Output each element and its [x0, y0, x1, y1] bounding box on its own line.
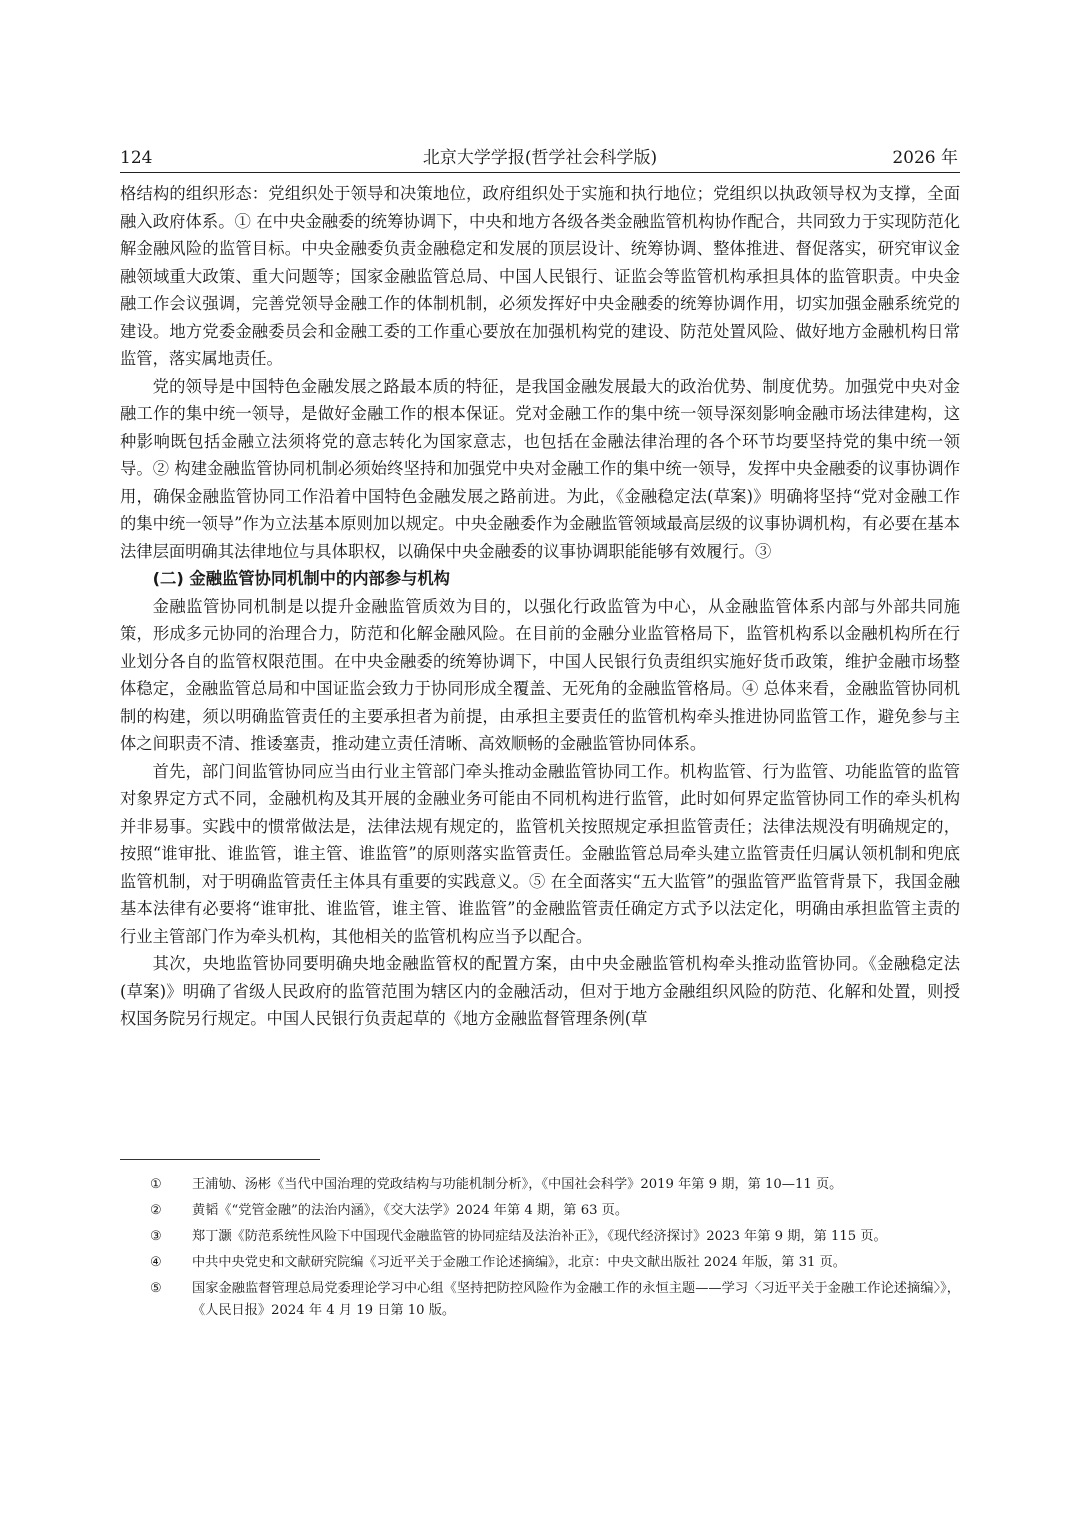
- paragraph: 党的领导是中国特色金融发展之路最本质的特征，是我国金融发展最大的政治优势、制度优势。加强党中央对金融工作的集中统一领导，是做好金融工作的根本保证。党对金融工作的集中统一领导深刻影响金融市场法律建构，这种影响既包括金融立法须将党的意志转化为国家意志，也包括在金融法律治理的各个环节均要坚持党的集中统一领导。② 构建金融监管协同机制必须始终坚持和加强党中央对金融工作的集中统一领导，发挥中央金融委的议事协调作用，确保金融监管协同工作沿着中国特色金融发展之路前进。为此，《金融稳定法(草案)》明确将坚持“党对金融工作的集中统一领导”作为立法基本原则加以规定。中央金融委作为金融监管领域最高层级的议事协调机构，有必要在基本法律层面明确其法律地位与具体职权，以确保中央金融委的议事协调职能能够有效履行。③: [120, 376, 960, 561]
- footnote-mark: ⑤: [150, 1281, 162, 1296]
- footnote-mark: ④: [150, 1255, 162, 1270]
- footnote-text: 国家金融监督管理总局党委理论学习中心组《坚持把防控风险作为金融工作的永恒主题——学习〈习近平关于金融工作论述摘编〉》，《人民日报》2024 年 4 月 19 日第 10 版。: [192, 1281, 960, 1318]
- footnote-mark: ③: [150, 1229, 162, 1244]
- footnote-mark: ②: [150, 1203, 162, 1218]
- footnote-mark: ①: [150, 1177, 162, 1192]
- footnote-text: 郑丁灏《防范系统性风险下中国现代金融监管的协同症结及法治补正》，《现代经济探讨》2023 年第 9 期，第 115 页。: [192, 1229, 887, 1244]
- running-header: [120, 145, 960, 171]
- paragraph: 金融监管协同机制是以提升金融监管质效为目的，以强化行政监管为中心，从金融监管体系内部与外部共同施策，形成多元协同的治理合力，防范和化解金融风险。在目前的金融分业监管格局下，监管机构系以金融机构所在行业划分各自的监管权限范围。在中央金融委的统筹协调下，中国人民银行负责组织实施好货币政策，维护金融市场整体稳定，金融监管总局和中国证监会致力于协同形成全覆盖、无死角的金融监管格局。④ 总体来看，金融监管协同机制的构建，须以明确监管责任的主要承担者为前提，由承担主要责任的监管机构牵头推进协同监管工作，避免参与主体之间职责不清、推诿塞责，推动建立责任清晰、高效顺畅的金融监管协同体系。: [120, 596, 960, 753]
- footnote-text: 中共中央党史和文献研究院编《习近平关于金融工作论述摘编》，北京：中央文献出版社 2024 年版，第 31 页。: [192, 1255, 846, 1270]
- footnote: [120, 1200, 960, 1222]
- page-number: 124: [120, 148, 153, 168]
- footnote-text: 黄韬《“党管金融”的法治内涵》，《交大法学》2024 年第 4 期，第 63 页。: [192, 1203, 629, 1218]
- footnote: [120, 1252, 960, 1274]
- journal-title: 北京大学学报(哲学社会科学版): [422, 148, 658, 168]
- footnote: [120, 1226, 960, 1248]
- footnote-text: 王浦劬、汤彬《当代中国治理的党政结构与功能机制分析》，《中国社会科学》2019 年第 9 期，第 10—11 页。: [192, 1177, 843, 1192]
- footnotes: [120, 1174, 960, 1326]
- article-body: [120, 180, 960, 1033]
- publication-year: 2026 年: [892, 148, 958, 168]
- header-rule: [120, 172, 960, 173]
- paragraph: 其次，央地监管协同要明确央地金融监管权的配置方案，由中央金融监管机构牵头推动监管协同。《金融稳定法(草案)》明确了省级人民政府的监管范围为辖区内的金融活动，但对于地方金融组织风险的防范、化解和处置，则授权国务院另行规定。中国人民银行负责起草的《地方金融监督管理条例(草: [120, 954, 960, 1028]
- footnote: [120, 1278, 960, 1322]
- footnote: [120, 1174, 960, 1196]
- section-heading: (二) 金融监管协同机制中的内部参与机构: [152, 569, 450, 588]
- footnote-rule: [120, 1159, 320, 1160]
- paragraph-continued: 格结构的组织形态：党组织处于领导和决策地位，政府组织处于实施和执行地位；党组织以执政领导权为支撑，全面融入政府体系。① 在中央金融委的统筹协调下，中央和地方各级各类金融监管机构协作配合，共同致力于实现防范化解金融风险的监管目标。中央金融委负责金融稳定和发展的顶层设计、统筹协调、整体推进、督促落实，研究审议金融领域重大政策、重大问题等；国家金融监管总局、中国人民银行、证监会等监管机构承担具体的监管职责。中央金融工作会议强调，完善党领导金融工作的体制机制，必须发挥好中央金融委的统筹协调作用，切实加强金融系统党的建设。地方党委金融委员会和金融工委的工作重心要放在加强机构党的建设、防范处置风险、做好地方金融机构日常监管，落实属地责任。: [120, 184, 960, 368]
- paragraph: 首先，部门间监管协同应当由行业主管部门牵头推动金融监管协同工作。机构监管、行为监管、功能监管的监管对象界定方式不同，金融机构及其开展的金融业务可能由不同机构进行监管，此时如何界定监管协同工作的牵头机构并非易事。实践中的惯常做法是，法律法规有规定的，监管机关按照规定承担监管责任；法律法规没有明确规定的，按照“谁审批、谁监管，谁主管、谁监管”的原则落实监管责任。金融监管总局牵头建立监管责任归属认领机制和兜底监管机制，对于明确监管责任主体具有重要的实践意义。⑤ 在全面落实“五大监管”的强监管严监管背景下，我国金融基本法律有必要将“谁审批、谁监管，谁主管、谁监管”的金融监管责任确定方式予以法定化，明确由承担监管主责的行业主管部门作为牵头机构，其他相关的监管机构应当予以配合。: [120, 761, 960, 946]
